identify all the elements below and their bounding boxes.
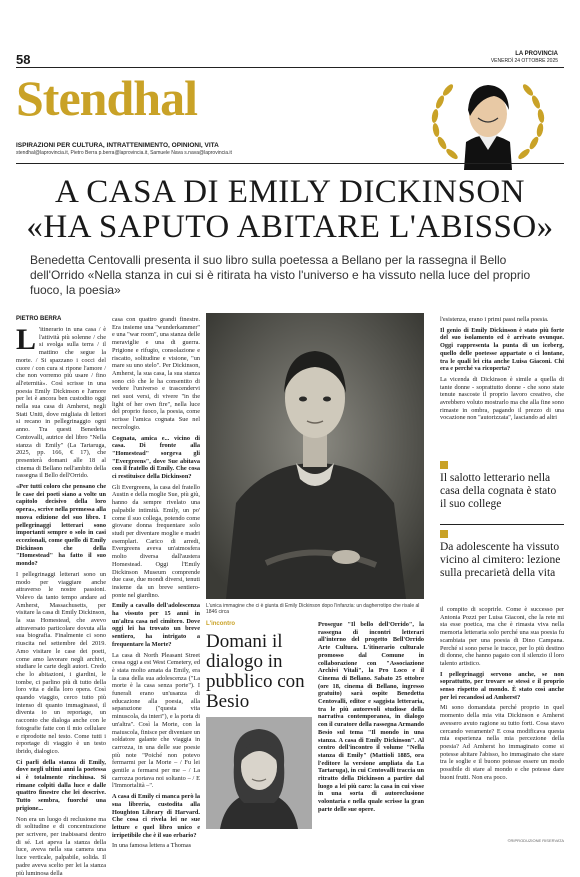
newspaper-title: LA PROVINCIA xyxy=(515,51,558,57)
interview-question: «Per tutti coloro che pensano che le case dei poeti siano a volte un capitolo decisivo della loro opera», scrive nella premessa alla nuova edizione del suo libro. I pellegrinaggi letterari sono importanti sempre o solo in casi eccezionali, come quello di Emily Dickinson che della "Homestead" ha fatto il suo mondo? xyxy=(16,483,106,568)
newspaper-name xyxy=(491,51,558,65)
interview-answer: Gli Evergreens, la casa del fratello Austin e della moglie Sue, più giù, hanno da sempre rivelato una palpabile intimità. Emily, un po' come il suo collega, potendo come giovane donna frequentare solo studi per diventare moglie e madri esemplari. Carico di arredi, Evergreens aveva un'atmosfera molto diversa dall'austera Homestead. Oggi l'Emily Dickinson Museum comprende due case, due mondi diversi, tenuti insieme da un breve sentiero-ponte nel giardino. xyxy=(112,483,200,599)
page-number: 58 xyxy=(16,52,31,67)
section-tagline: ISPIRAZIONI PER CULTURA, INTRATTENIMENTO, OPINIONI, VITA xyxy=(16,142,219,149)
interview-answer: l'esistenza, erano i primi passi nella poesia. xyxy=(440,316,549,323)
interview-question: Il genio di Emily Dickinson è stato più forte del suo isolamento ed è arrivato ovunque. Oggi rappresenta la punta di un iceberg, quello delle poetesse appartate o ci lontane, tra le quali lei cita anche Luisa Giaconi. Chi era e perché va ricoperta? xyxy=(440,326,564,373)
interview-answer: I pellegrinaggi letterari sono un modo per viaggiare anche attraverso le nostre passioni. Volevo da tanto tempo andare ad Amherst, Massachusetts, per visitare la casa di Emily Dickinson, la sua Homestead, che avevo attraversato particolare dovuta alla sua biografia. Finalmente ci sono riuscita nel settembre del 2019. Amo visitare le case dei poeti, come amo lavorare negli archivi, studiare le carte degli autori. Credo che lo abitazioni, i giardini, le tombe, ci parlino più di tutto della loro vita e della loro opera. Così quando viaggio, cerco tutto più intenso di quanto immaginassi, il diventa io un reportage, un racconto che dialoga anche con le fotografie fatte con il mio cellulare e riprodotte nel testo. Come tutti i reportage di viaggio è un testo ibrido, dialogico. xyxy=(16,570,106,755)
pull-quote-1: Il salotto letterario nella casa della cognata è stato il suo college xyxy=(440,472,557,510)
interview-question: A casa di Emily ci manca però la sua libreria, custodita alla Houghton Library di Harvard. Che cosa ci rivela lei ne sue letture e quel libro unico e irripetibile che è il suo erbario? xyxy=(112,793,200,839)
section-rule xyxy=(16,163,564,164)
sidebar-title: Domani il dialogo in pubblico con Besio xyxy=(206,631,305,712)
header-rule xyxy=(16,67,564,68)
interview-answer: casa con quattro grandi finestre. Era insieme una "wunderkammer" e una "war room", una stanza delle meraviglie e una di guerra. Prigione e rifugio, consolazione e riscatto, solitudine e visione, "un mare su uno stelo". Per Dickinson, Amherst, la sua casa, la sua stanza sono ciò che le ha consentito di vedere l'universo e trascendervi nei suoi versi, di vivere "in the light of her own fire", nella luce del proprio fuoco, la poesia, come scrisse l'amica cognata Sue nel necrologio. xyxy=(112,316,200,431)
sidebar-kicker: L'incontro xyxy=(206,621,236,627)
headline-line-1: A CASA DI EMILY DICKINSON xyxy=(55,174,525,210)
interview-answer: Non era un luogo di reclusione ma di solitudine e di concentrazione per scrivere, per inabissarsi dentro di sé. Lei apeva la stanza della luce, aveva nella sua camera una luce verticale, palpabile, solida. Il padre aveva scelto per lei la stanza più luminosa della xyxy=(16,815,106,877)
byline: PIETRO BERRA xyxy=(16,316,62,322)
subheadline: Benedetta Centovalli presenta il suo libro sulla poetessa a Bellano per la rassegna il Bello dell'Orrido «Nella stanza in cui si è ritirata ha visto l'universo e ha vissuto nella luce del proprio fuoco, la poesia» xyxy=(30,253,531,297)
section-title: Stendhal xyxy=(16,70,197,126)
interview-question: Cognata, amica e... vicino di casa. Di fronte alla "Homestead" sorgeva gli "Evergreens", dove Sue abitava con il fratello di Emily. Che cosa ci restituisce della Dickinson? xyxy=(112,434,200,481)
author-portrait-image xyxy=(206,717,312,829)
interview-answer: Mi sono domandata perché proprio in quel momento della mia vita Dickinson e Amherst avessero avuto ragione su tutto forti. Cosa stavo cercando veramente? E cosa modificava questa mia esperienza nella mia percezione della poesia? Ad Amherst ho immaginato come si potesse abitare l'abisso, ho immaginato che stare tra le soglie e il buono potesse essere un modo possibile di stare al mondo e che potesse dare buoni frutti. Non era poco. xyxy=(440,704,564,781)
article-column-5-top xyxy=(440,316,564,456)
quote-divider xyxy=(440,524,564,525)
pull-quote-2: Da adolescente ha vissuto vicino al cimitero: lezione sulla precarietà della vita xyxy=(440,541,561,579)
dickinson-daguerreotype xyxy=(206,313,424,599)
issue-date: VENERDÌ 24 OTTOBRE 2025 xyxy=(490,58,558,64)
article-column-5-bottom xyxy=(440,606,564,834)
interview-answer: La casa di North Pleasant Street cessa oggi a est West Cemetery, ed è stata molto amata da Emily, era la casa della sua adolescenza ("La morte è la casa senza porte"). I funerali erano un'usanza di educazione alla poesia, alla separazione ("questa vita minuscola, da interi"), e la porta di un'altra". Così la Morte, con la maiuscola, finisce per diventare un soldatore galante che viaggia in carrozza, in una delle sue poesie più note "Poiché non potevo fermarmi per la Morte – / Fu lei gentile a fermarsi per me – / La carrozza portava noi soltanto – / E l'Immortalità –". xyxy=(112,651,200,790)
interview-answer: La vicenda di Dickinson è simile a quella di tante donne - soprattutto donne - che sono state tenute nascoste il proprio lavoro creativo, che avrebbero voluto mostrarlo ma che alla fine sono rimaste in ombra, pagando il prezzo di una vocazione non "autorizzata", lasciando ad altri xyxy=(440,375,564,422)
gold-square-icon xyxy=(440,461,448,469)
article-column-1 xyxy=(16,323,106,877)
sidebar-paragraph: Prosegue "Il bello dell'Orrido", la rassegna di incontri letterari all'interno del progetto Bell'Orrido Arte Cultura. L'itinerario culturale promosso dal Comune in collaborazione con "Associazione Archivi Vitali", la Pro Loco e il Cinema di Bellano. Sabato 25 ottobre (ore 18, cinema di Bellano, ingresso gratuito) sarà ospite Benedetta Centovalli, editor e saggista letteraria, tra le più autorevoli studiose della narrativa contemporanea, in dialogo con il curatore della rassegna Armando Besio sul tema "Il mondo in una stanza. A casa di Emily Dickinson". Al centro dell'incontro il volume "Nella stanza di Emily" (Mattioli 1885, ora l'editore la versione ampliata da La Tartaruga), in cui Centovalli traccia un ritratto della Dickinson a partire dal luogo a lei più caro: la casa in cui visse in una sorta di autoreclusione volontaria e nella quale scrisse la gran parte delle sue opere. xyxy=(318,621,424,813)
laurel-portrait-icon xyxy=(408,70,568,170)
interview-question: I pellegrinaggi servono anche, se non soprattutto, per trovare se stessi e il proprio senso rispetto al mondo. È stato così anche per lei recandosi ad Amherst? xyxy=(440,670,564,701)
interview-answer: il compito di scoprirle. Come è successo per Antonia Pozzi per Luisa Giaconi, che la rete mi sta esse poetica, ma che è rimasta viva nella memoria letteraria solo perché una sua poesia fu scambiata per una poesia di Dino Campana. Perché si sono perse le tracce, per lo più destino di donne, che hanno pagato con il silenzio il loro talento artistico. xyxy=(440,606,564,667)
headline-line-2: «HA SAPUTO ABITARE L'ABISSO» xyxy=(26,209,554,245)
photo-caption: L'unica immagine che ci è giunta di Emily Dickinson dopo l'infanzia: un dagherrotipo che risale al 1846 circa xyxy=(206,603,420,615)
interview-question: Emily a cavallo dell'adolescenza ha vissuto per 15 anni in un'altra casa nel cimitero. Dove oggi lei ha trovato un breve sentiero, ha intrigato a frequentare la Morte? xyxy=(112,602,200,648)
copyright-notice: ©RIPRODUZIONE RISERVATA xyxy=(507,838,564,843)
gold-square-icon xyxy=(440,530,448,538)
article-column-2 xyxy=(112,316,200,850)
centovalli-photo xyxy=(206,717,312,829)
sidebar-text xyxy=(318,621,424,833)
interview-answer: In una famosa lettera a Thomas xyxy=(112,842,192,850)
interview-question: Ci parli della stanza di Emily, dove negli ultimi anni la poetessa si è totalmente rinchiusa. Si rimane colpiti dalla luce e dalle quattro finestre che lei descrive. Tutto sembra, fuorché una prigione... xyxy=(16,758,106,812)
section-contacts: stendhal@laprovincia.it, Pietro Berra p.berra@laprovincia.it, Samuele Nava s.nava@laprovincia.it xyxy=(16,150,232,156)
daguerreotype-image xyxy=(206,313,424,599)
dropcap: L xyxy=(16,323,37,356)
paragraph: 'itinerario in una casa / è l'attività più solenne / che si svolga sulla terra / il mattino che segue la morte. / Si spazzano i cocci del cuore / con cura si ripone l'amore / che non vorremo più usare / fino all'eternità». Così scrisse in una poesia Emily Dickinson e l'amore per lei è ancora ben custodito oggi nella sua casa di Amherst, negli Stati Uniti, dove migliaia di lettori si recano in pellegrinaggio ogni anno. Tra questi Benedetta Centovalli, autrice del libro "Nella stanza di Emily" (La Tartaruga, 2025, pp. 166, € 17), che presenterà domani alle 18 al cinema di Bellano nell'ambito della rassegna il Bello dell'Orrido. xyxy=(16,326,106,480)
